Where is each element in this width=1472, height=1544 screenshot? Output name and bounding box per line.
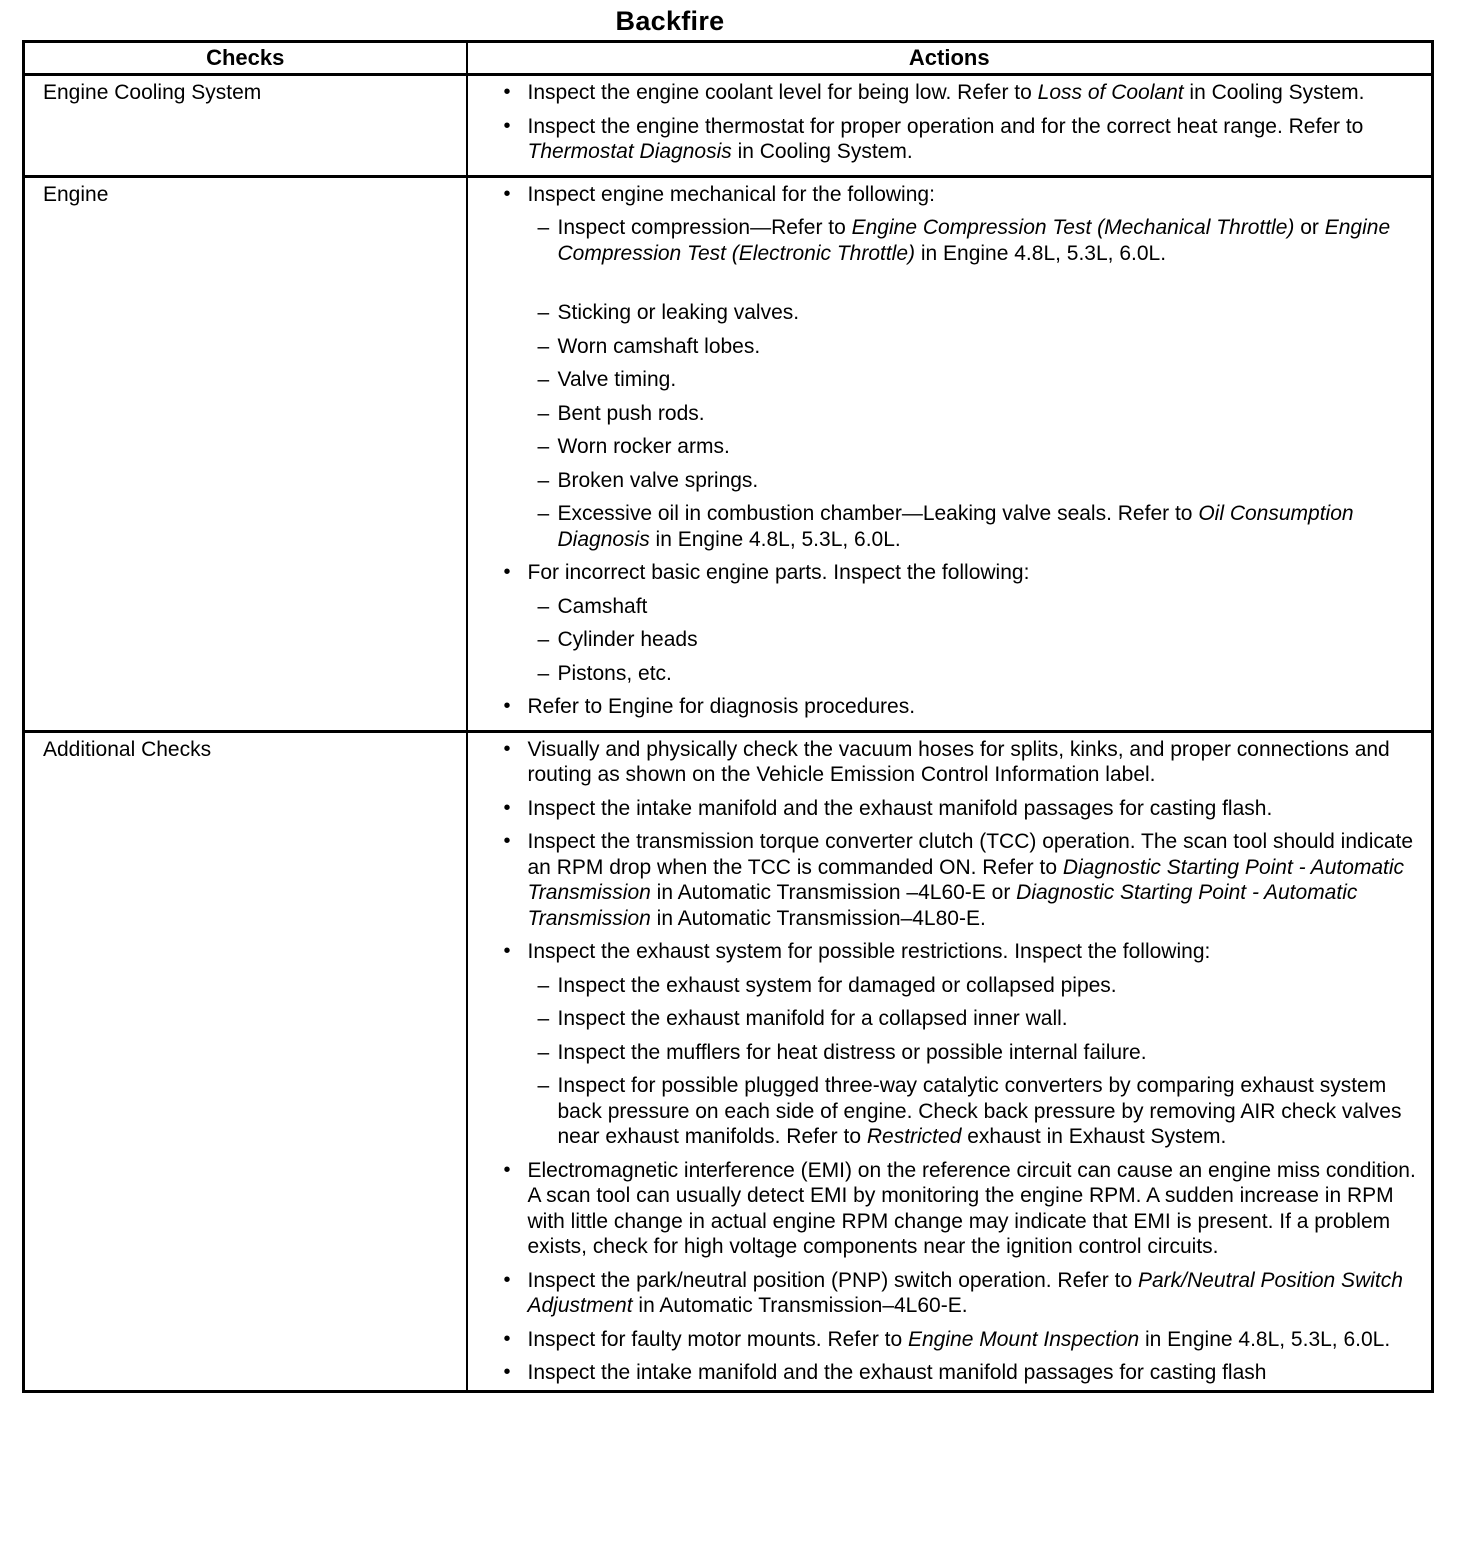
action-subitem: [468, 434, 1426, 460]
action-text: Worn camshaft lobes.: [557, 334, 761, 358]
check-cell: [24, 75, 467, 177]
actions-column-header: Actions: [467, 42, 1433, 75]
action-text: Cylinder heads: [557, 628, 698, 651]
action-text: Camshaft: [557, 594, 648, 618]
action-bullet: [468, 796, 1426, 822]
action-text: Visually and physically check the vacuum hoses for splits, kinks, and proper connections and routing as shown on the Vehicle Emission Control Information label.: [527, 737, 1390, 786]
action-text: Inspect the mufflers for heat distress or possible internal failure.: [557, 1040, 1147, 1064]
reference-title: Thermostat Diagnosis: [527, 140, 732, 163]
action-bullet: [468, 114, 1426, 165]
action-text: Inspect the intake manifold and the exhaust manifold passages for casting flash.: [527, 796, 1273, 820]
action-bullet: [468, 80, 1426, 106]
action-text: exhaust in Exhaust System.: [961, 1125, 1227, 1148]
action-bullet: [468, 560, 1426, 586]
table-row-additional: [24, 731, 1433, 1391]
action-text: Broken valve springs.: [557, 468, 759, 492]
action-subitem: [468, 973, 1426, 999]
action-text: Excessive oil in combustion chamber—Leaking valve seals. Refer to: [557, 502, 1199, 525]
action-text: in Engine 4.8L, 5.3L, 6.0L.: [649, 527, 901, 551]
check-label: Additional Checks: [43, 737, 212, 761]
action-text: For incorrect basic engine parts. Inspect the following:: [527, 561, 1030, 584]
action-text: Inspect the transmission torque converter clutch (TCC) operation. The scan tool should indicate an RPM drop when the TCC is commanded ON. Refer to: [527, 830, 1414, 879]
action-bullet: [468, 1268, 1426, 1319]
action-subitem: [468, 627, 1426, 653]
actions-cell: [467, 731, 1433, 1391]
action-text: in Automatic Transmission–4L60-E.: [632, 1294, 968, 1317]
reference-title: Loss of Coolant: [1037, 81, 1184, 104]
action-bullet: [468, 694, 1426, 720]
action-text: Inspect for possible plugged three-way catalytic converters by comparing exhaust system back pressure on each side of engine. Check back pressure by removing AIR check valves near exhaust manifolds. Refer to: [557, 1074, 1402, 1148]
action-text: in Cooling System.: [1183, 81, 1365, 104]
reference-title: Park/Neutral Position Switch Adjustment: [527, 1268, 1403, 1317]
check-cell: [24, 731, 467, 1391]
reference-title: Restricted: [866, 1125, 962, 1148]
action-subitem: [468, 661, 1426, 687]
reference-title: Diagnostic Starting Point - Automatic Transmission: [527, 881, 1358, 930]
action-text: Worn rocker arms.: [557, 435, 730, 458]
action-subitem: [468, 1073, 1426, 1150]
action-bullet: [468, 1327, 1426, 1353]
reference-title: Oil Consumption Diagnosis: [557, 502, 1354, 551]
action-text: Inspect the engine thermostat for proper operation and for the correct heat range. Refer to: [527, 114, 1364, 138]
action-subitem: [468, 401, 1426, 427]
action-subitem: [468, 1040, 1426, 1066]
check-label: Engine: [43, 182, 109, 206]
action-text: Inspect engine mechanical for the following:: [527, 182, 935, 206]
action-bullet: [468, 1360, 1426, 1386]
action-bullet: [468, 737, 1426, 788]
action-text: Inspect the exhaust system for damaged or collapsed pipes.: [557, 973, 1117, 997]
actions-cell: [467, 176, 1433, 731]
check-label: Engine Cooling System: [43, 81, 262, 104]
action-subitem: [468, 468, 1426, 494]
reference-title: Diagnostic Starting Point - Automatic Transmission: [527, 855, 1405, 904]
action-text: in Engine 4.8L, 5.3L, 6.0L.: [1139, 1327, 1391, 1351]
checks-column-header: Checks: [24, 42, 467, 75]
action-bullet: [468, 829, 1426, 931]
action-text: Inspect compression—Refer to: [557, 216, 852, 239]
action-bullet: [468, 939, 1426, 965]
action-text: Bent push rods.: [557, 401, 705, 425]
action-subitem: [468, 367, 1426, 393]
action-subitem: [468, 1006, 1426, 1032]
reference-title: Engine Compression Test (Electronic Throttle): [557, 216, 1391, 265]
action-text: Inspect the engine coolant level for being low. Refer to: [527, 81, 1038, 104]
actions-cell: [467, 75, 1433, 177]
action-subitem: [468, 501, 1426, 552]
action-text: Electromagnetic interference (EMI) on the reference circuit can cause an engine miss condition. A scan tool can usually detect EMI by monitoring the engine RPM. A sudden increase in RPM with little change in actual engine RPM change may indicate that EMI is present. If a problem exists, check for high voltage components near the ignition control circuits.: [527, 1158, 1416, 1258]
action-subitem: [468, 334, 1426, 360]
reference-title: Engine Mount Inspection: [908, 1327, 1140, 1351]
table-header-row: [24, 42, 1433, 75]
action-bullet: [468, 1158, 1426, 1260]
table-row-cooling: [24, 75, 1433, 177]
action-text: Inspect the park/neutral position (PNP) switch operation. Refer to: [527, 1268, 1138, 1292]
action-bullet: [468, 182, 1426, 208]
action-subitem: [468, 300, 1426, 326]
action-text: in Automatic Transmission –4L60-E or: [650, 881, 1017, 904]
check-cell: [24, 176, 467, 731]
action-text: in Engine 4.8L, 5.3L, 6.0L.: [915, 241, 1167, 265]
action-text: in Cooling System.: [731, 140, 913, 163]
action-text: Inspect for faulty motor mounts. Refer to: [527, 1327, 908, 1351]
page-title: Backfire: [615, 6, 725, 36]
action-text: Valve timing.: [557, 368, 677, 391]
action-text: Sticking or leaking valves.: [557, 301, 800, 324]
action-text: Inspect the exhaust manifold for a collapsed inner wall.: [557, 1007, 1068, 1030]
action-text: Refer to Engine for diagnosis procedures.: [527, 695, 916, 718]
action-text: Inspect the intake manifold and the exhaust manifold passages for casting flash: [527, 1361, 1267, 1384]
action-text: Pistons, etc.: [557, 661, 672, 685]
table-row-engine: [24, 176, 1433, 731]
action-text: Inspect the exhaust system for possible restrictions. Inspect the following:: [527, 940, 1211, 963]
action-text: or: [1294, 216, 1325, 239]
reference-title: Engine Compression Test (Mechanical Throttle): [851, 216, 1295, 239]
action-subitem: [468, 215, 1426, 266]
action-text: in Automatic Transmission–4L80-E.: [650, 906, 986, 930]
action-subitem: [468, 594, 1426, 620]
backfire-table: [22, 40, 1434, 1393]
